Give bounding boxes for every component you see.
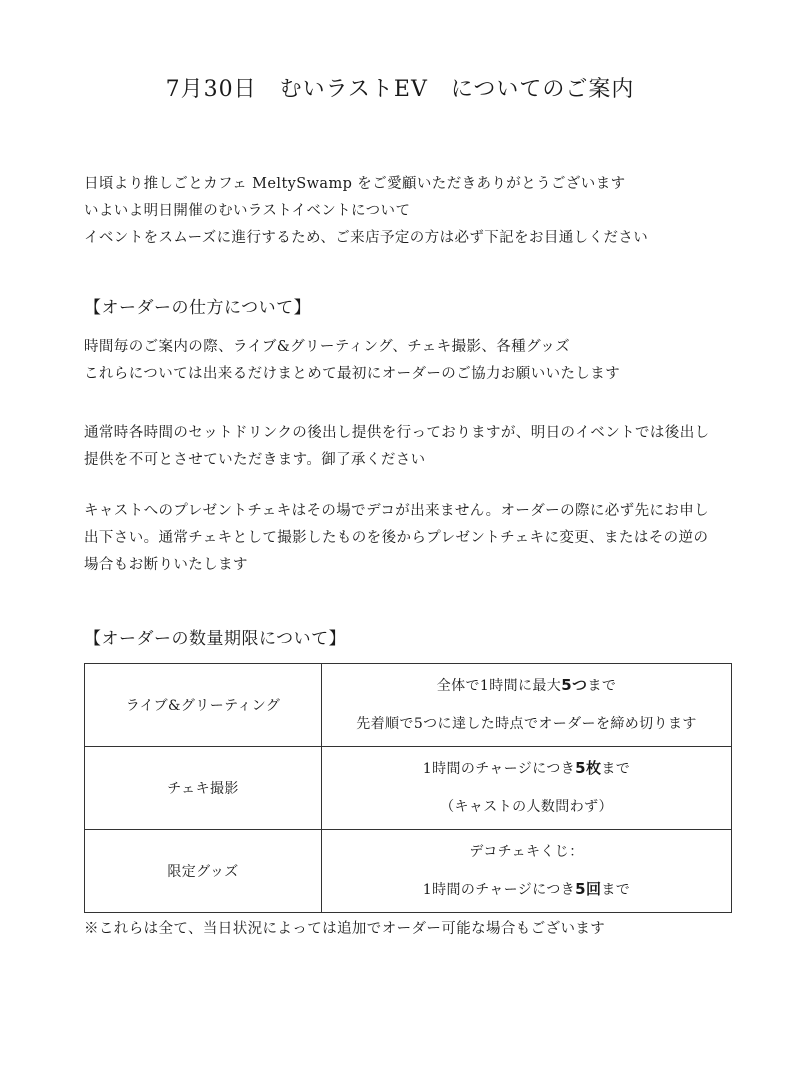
table-row — [85, 664, 732, 747]
paragraph-line: 時間毎のご案内の際、ライブ&グリーティング、チェキ撮影、各種グッズ — [84, 339, 571, 355]
order-method-paragraph-2 — [84, 420, 724, 474]
section-heading-order-method: 【オーダーの仕方について】 — [84, 298, 312, 318]
table-cell-rule — [322, 664, 732, 747]
rule-line: 全体で1時間に最大5つまで — [436, 676, 617, 694]
paragraph-line: 出下さい。通常チェキとして撮影したものを後からプレゼントチェキに変更、またはその逆の — [84, 530, 709, 546]
paragraph-line: キャストへのプレゼントチェキはその場でデコが出来ません。オーダーの際に必ず先にお申し — [84, 503, 710, 519]
table-cell-item: ライブ&グリーティング — [85, 664, 322, 747]
paragraph-line: 通常時各時間のセットドリンクの後出し提供を行っておりますが、明日のイベントでは後出し — [84, 425, 710, 441]
paragraph-line: これらについては出来るだけまとめて最初にオーダーのご協力お願いいたします — [84, 366, 621, 382]
footnote: ※これらは全て、当日状況によっては追加でオーダー可能な場合もございます — [84, 921, 606, 937]
rule-line: （キャストの人数問わず） — [440, 799, 613, 815]
rule-line: 1時間のチャージにつき5枚まで — [422, 759, 631, 777]
rule-line: 先着順で5つに達した時点でオーダーを締め切ります — [356, 716, 697, 732]
rule-line: 1時間のチャージにつき5回まで — [422, 880, 631, 898]
page-title: 7月30日 むいラストEV についてのご案内 — [165, 77, 635, 102]
intro-paragraph — [84, 171, 724, 252]
order-method-paragraph-3 — [84, 498, 724, 579]
emphasis: 5枚 — [575, 759, 602, 777]
paragraph-line: 提供を不可とさせていただきます。御了承ください — [84, 452, 426, 468]
table-cell-item: 限定グッズ — [85, 830, 322, 913]
table-row — [85, 830, 732, 913]
table-row — [85, 747, 732, 830]
table-cell-rule — [322, 747, 732, 830]
section-heading-order-limits: 【オーダーの数量期限について】 — [84, 629, 347, 649]
intro-line: 日頃より推しごとカフェ MeltySwamp をご愛顧いただきありがとうございます — [84, 176, 626, 192]
table-cell-item: チェキ撮影 — [85, 747, 322, 830]
emphasis: 5回 — [575, 880, 602, 898]
intro-line: イベントをスムーズに進行するため、ご来店予定の方は必ず下記をお目通しください — [84, 230, 649, 246]
paragraph-line: 場合もお断りいたします — [84, 557, 248, 573]
intro-line: いよいよ明日開催のむいラストイベントについて — [84, 203, 411, 219]
table-cell-rule — [322, 830, 732, 913]
emphasis: 5つ — [561, 676, 588, 694]
rule-line: デコチェキくじ： — [469, 844, 584, 860]
order-limits-table — [84, 663, 732, 913]
order-method-paragraph-1 — [84, 334, 724, 388]
